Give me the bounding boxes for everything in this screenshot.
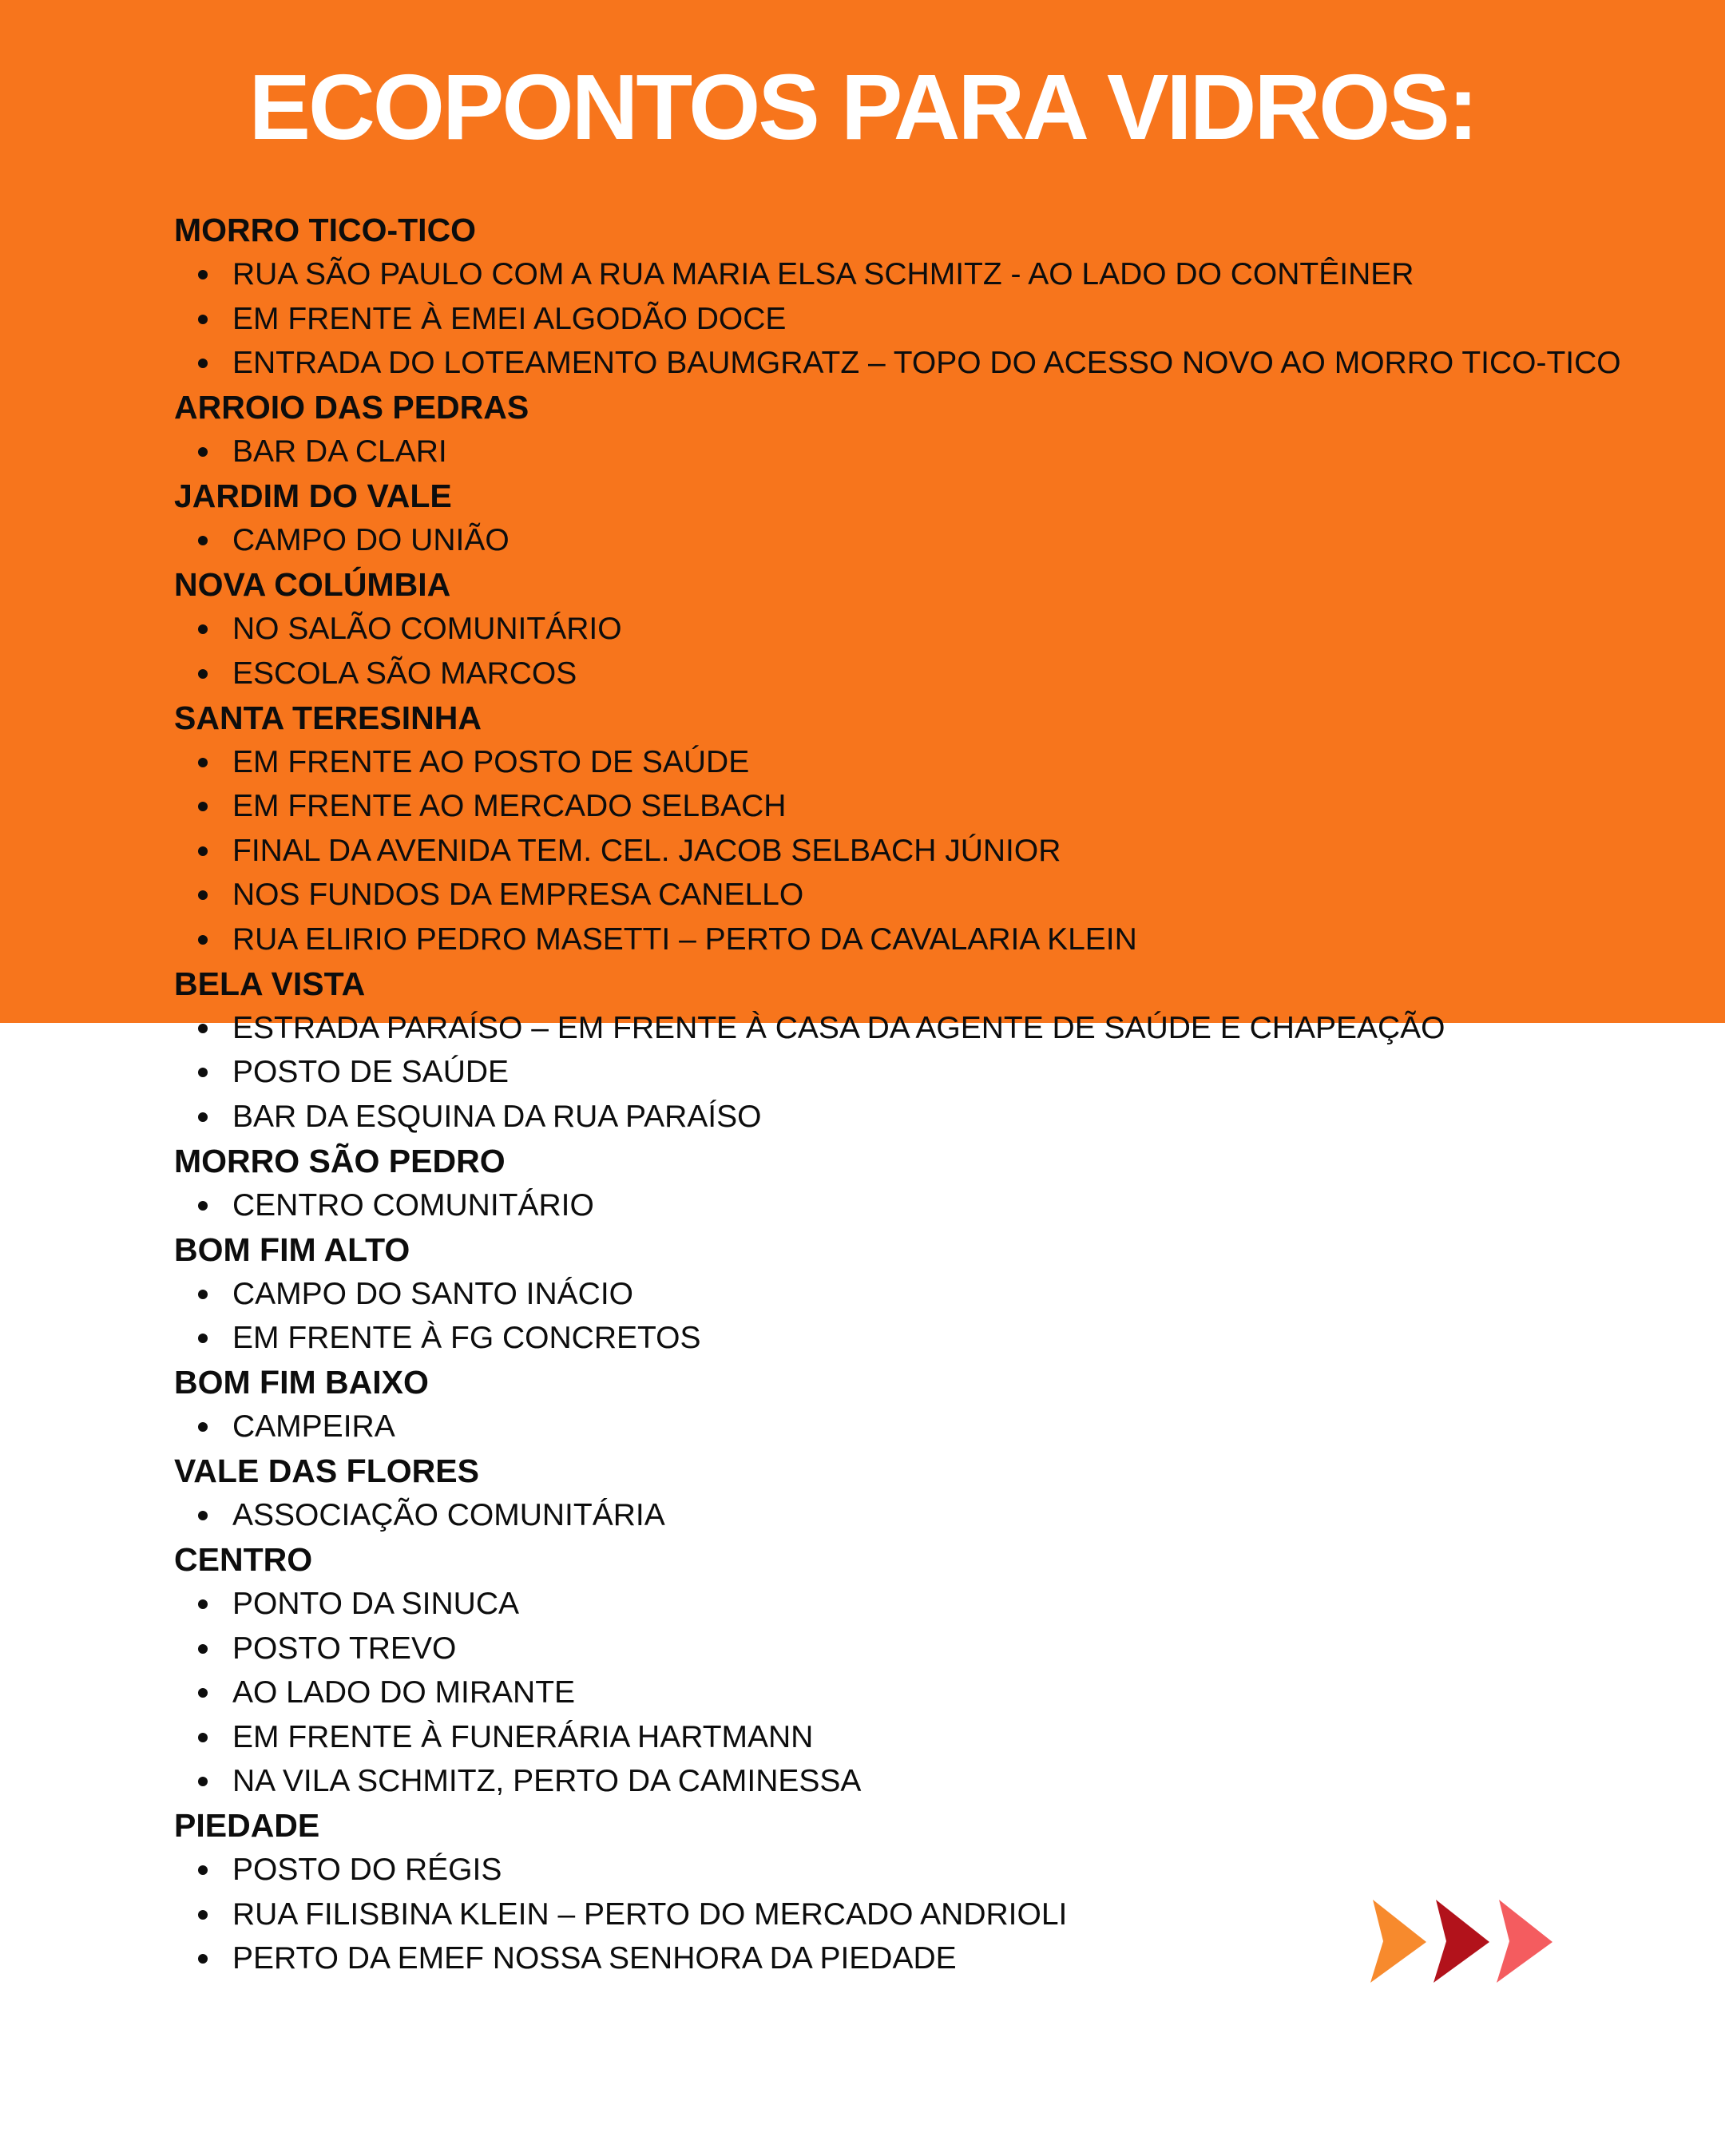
location-item: [174, 785, 1677, 830]
location-item: [174, 1671, 1677, 1716]
section-heading: CENTRO: [174, 1541, 313, 1579]
bullet-icon: [198, 1644, 208, 1654]
bullet-icon: [198, 359, 208, 368]
location-item: [174, 1494, 1677, 1539]
bullet-icon: [198, 1334, 208, 1343]
location-item: [174, 829, 1677, 874]
poster-title: ECOPONTOS PARA VIDROS:: [248, 55, 1477, 159]
location-item: [174, 1006, 1677, 1051]
bullet-icon: [198, 1511, 208, 1520]
section-heading: NOVA COLÚMBIA: [174, 566, 451, 604]
location-item: [174, 430, 1677, 475]
bullet-icon: [198, 1910, 208, 1920]
section-heading: BELA VISTA: [174, 965, 366, 1002]
bullet-icon: [198, 669, 208, 679]
location-item: [174, 1715, 1677, 1760]
location-item: [174, 1583, 1677, 1627]
section-heading: JARDIM DO VALE: [174, 478, 452, 515]
location-item: [174, 1095, 1677, 1139]
location-item-label: RUA ELIRIO PEDRO MASETTI – PERTO DA CAVALARIA KLEIN: [232, 921, 1137, 957]
location-item-label: CAMPO DO UNIÃO: [232, 523, 510, 558]
section-heading: MORRO TICO-TICO: [174, 212, 477, 249]
bullet-icon: [198, 1422, 208, 1432]
location-item-label: NA VILA SCHMITZ, PERTO DA CAMINESSA: [232, 1764, 862, 1799]
section-heading: BOM FIM BAIXO: [174, 1364, 429, 1401]
location-item: [174, 1627, 1677, 1671]
location-item: [174, 342, 1677, 386]
section-heading: VALE DAS FLORES: [174, 1453, 479, 1490]
location-item-label: ESTRADA PARAÍSO – EM FRENTE À CASA DA AGENTE DE SAÚDE E CHAPEAÇÃO: [232, 1010, 1445, 1045]
location-item-label: NOS FUNDOS DA EMPRESA CANELLO: [232, 878, 804, 913]
bullet-icon: [198, 890, 208, 900]
location-item: [174, 519, 1677, 564]
location-item-label: NO SALÃO COMUNITÁRIO: [232, 612, 622, 647]
bullet-icon: [198, 1068, 208, 1077]
ecopoints-list: [174, 208, 1677, 1981]
forward-arrows-decoration: [1370, 1900, 1560, 1983]
location-item: [174, 1405, 1677, 1450]
location-item-label: POSTO DE SAÚDE: [232, 1055, 510, 1090]
location-item: [174, 1051, 1677, 1096]
forward-arrow-orange-icon: [1370, 1900, 1426, 1983]
location-item-label: EM FRENTE À EMEI ALGODÃO DOCE: [232, 301, 787, 336]
location-item-label: EM FRENTE AO MERCADO SELBACH: [232, 789, 787, 824]
location-item: [174, 740, 1677, 785]
bullet-icon: [198, 1733, 208, 1742]
section-heading: MORRO SÃO PEDRO: [174, 1142, 506, 1179]
bullet-icon: [198, 447, 208, 457]
location-item-label: POSTO DO RÉGIS: [232, 1853, 502, 1888]
location-item: [174, 917, 1677, 962]
location-item-label: ASSOCIAÇÃO COMUNITÁRIA: [232, 1498, 665, 1533]
location-item: [174, 608, 1677, 652]
bullet-icon: [198, 1865, 208, 1875]
location-item: [174, 1272, 1677, 1317]
location-item: [174, 1317, 1677, 1361]
location-item-label: BAR DA ESQUINA DA RUA PARAÍSO: [232, 1099, 762, 1134]
location-item-label: CAMPEIRA: [232, 1409, 395, 1445]
location-item: [174, 297, 1677, 342]
bullet-icon: [198, 1954, 208, 1964]
bullet-icon: [198, 315, 208, 324]
location-item-label: RUA FILISBINA KLEIN – PERTO DO MERCADO ANDRIOLI: [232, 1896, 1068, 1932]
location-item-label: PERTO DA EMEF NOSSA SENHORA DA PIEDADE: [232, 1941, 957, 1976]
location-item-label: ENTRADA DO LOTEAMENTO BAUMGRATZ – TOPO DO ACESSO NOVO AO MORRO TICO-TICO: [232, 346, 1621, 381]
bullet-icon: [198, 624, 208, 634]
forward-arrow-coral-icon: [1497, 1900, 1552, 1983]
bullet-icon: [198, 802, 208, 811]
bullet-icon: [198, 1290, 208, 1299]
location-item: [174, 1849, 1677, 1893]
bullet-icon: [198, 758, 208, 767]
location-item-label: CAMPO DO SANTO INÁCIO: [232, 1276, 634, 1311]
section-heading: SANTA TERESINHA: [174, 699, 482, 736]
location-item: [174, 874, 1677, 918]
section-heading: ARROIO DAS PEDRAS: [174, 389, 529, 426]
section-heading: BOM FIM ALTO: [174, 1231, 410, 1268]
bullet-icon: [198, 935, 208, 945]
location-item-label: POSTO TREVO: [232, 1631, 457, 1666]
location-item: [174, 253, 1677, 298]
location-item-label: RUA SÃO PAULO COM A RUA MARIA ELSA SCHMITZ - AO LADO DO CONTÊINER: [232, 257, 1414, 292]
bullet-icon: [198, 1777, 208, 1786]
bullet-icon: [198, 1024, 208, 1033]
forward-arrow-dark-red-icon: [1434, 1900, 1489, 1983]
location-item-label: AO LADO DO MIRANTE: [232, 1675, 576, 1710]
location-item: [174, 1760, 1677, 1805]
section-heading: PIEDADE: [174, 1807, 320, 1845]
location-item-label: ESCOLA SÃO MARCOS: [232, 656, 577, 691]
location-item-label: EM FRENTE À FG CONCRETOS: [232, 1321, 701, 1356]
location-item-label: EM FRENTE AO POSTO DE SAÚDE: [232, 744, 750, 779]
location-item-label: FINAL DA AVENIDA TEM. CEL. JACOB SELBACH JÚNIOR: [232, 833, 1061, 868]
bullet-icon: [198, 846, 208, 856]
location-item-label: EM FRENTE À FUNERÁRIA HARTMANN: [232, 1719, 814, 1754]
bullet-icon: [198, 1688, 208, 1698]
bullet-icon: [198, 536, 208, 545]
bullet-icon: [198, 1112, 208, 1122]
bullet-icon: [198, 1201, 208, 1211]
bullet-icon: [198, 270, 208, 279]
location-item: [174, 652, 1677, 696]
location-item-label: PONTO DA SINUCA: [232, 1587, 520, 1622]
location-item-label: BAR DA CLARI: [232, 434, 447, 470]
location-item: [174, 1183, 1677, 1228]
location-item-label: CENTRO COMUNITÁRIO: [232, 1187, 594, 1223]
bullet-icon: [198, 1599, 208, 1609]
